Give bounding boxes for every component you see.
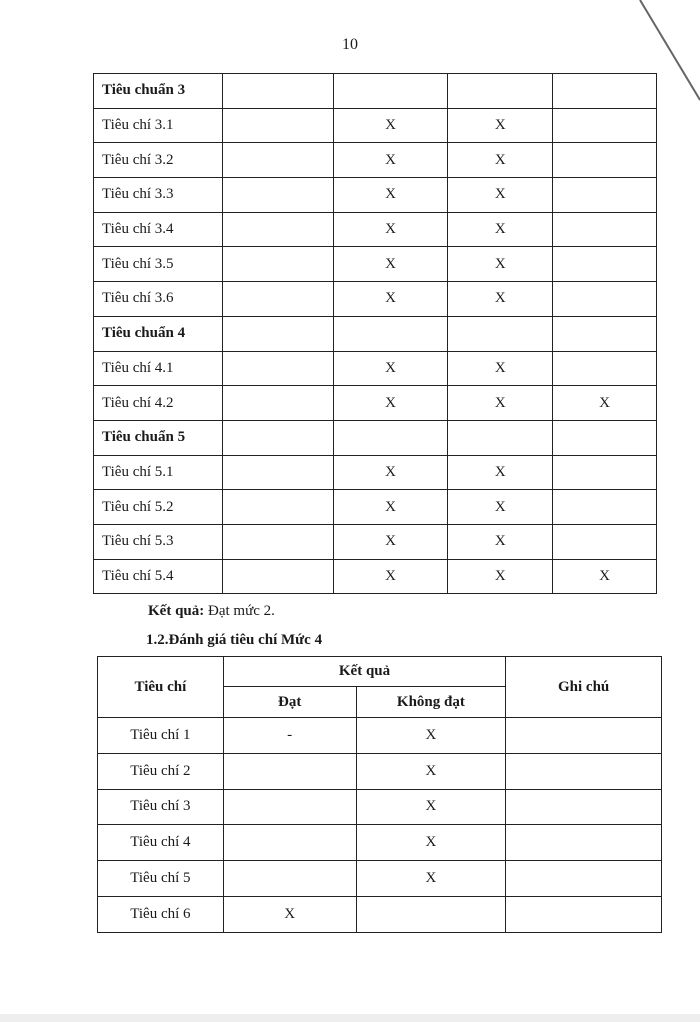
pass-cell [223,825,356,861]
mark-cell-c5 [553,178,657,213]
mark-cell-c5 [553,420,657,455]
mark-cell-c4: X [448,455,553,490]
criterion-label: Tiêu chí 1 [98,718,224,754]
standard-label: Tiêu chuẩn 4 [94,316,223,351]
criterion-label: Tiêu chí 4.1 [94,351,223,386]
criterion-label: Tiêu chí 6 [98,896,224,932]
table-row [94,351,657,386]
mark-cell-c4: X [448,559,553,594]
fail-cell: X [356,718,506,754]
criterion-label: Tiêu chí 3.1 [94,108,223,143]
note-cell [506,896,662,932]
mark-cell-c5 [553,351,657,386]
mark-cell-c5 [553,490,657,525]
mark-cell-c2 [222,524,333,559]
table-row [98,718,662,754]
mark-cell-c4: X [448,143,553,178]
mark-cell-c3: X [333,490,448,525]
table-row [94,212,657,247]
criterion-label: Tiêu chí 5.1 [94,455,223,490]
header-result: Kết quả [223,657,506,687]
standard-row [94,420,657,455]
standard-label: Tiêu chuẩn 5 [94,420,223,455]
table-row [94,559,657,594]
mark-cell-c3: X [333,108,448,143]
pass-cell: X [223,896,356,932]
mark-cell-c4: X [448,351,553,386]
criterion-label: Tiêu chí 5.3 [94,524,223,559]
mark-cell-c3: X [333,524,448,559]
mark-cell-c2 [222,490,333,525]
mark-cell-c2 [222,559,333,594]
criteria-table-level [93,73,657,594]
criteria-table-level-4 [97,656,662,933]
scan-footer-strip [0,1014,700,1022]
mark-cell-c2 [222,316,333,351]
mark-cell-c2 [222,74,333,109]
header-pass: Đạt [223,687,356,718]
note-cell [506,789,662,825]
mark-cell-c3: X [333,455,448,490]
mark-cell-c3: X [333,559,448,594]
table-row [98,861,662,897]
note-cell [506,825,662,861]
table-row [94,178,657,213]
criterion-label: Tiêu chí 3.6 [94,282,223,317]
mark-cell-c2 [222,386,333,421]
mark-cell-c2 [222,178,333,213]
mark-cell-c3: X [333,143,448,178]
mark-cell-c5 [553,247,657,282]
mark-cell-c5 [553,316,657,351]
criterion-label: Tiêu chí 5.2 [94,490,223,525]
fail-cell: X [356,825,506,861]
mark-cell-c4: X [448,490,553,525]
pass-cell [223,753,356,789]
mark-cell-c4 [448,420,553,455]
mark-cell-c3 [333,316,448,351]
fail-cell [356,896,506,932]
mark-cell-c4 [448,74,553,109]
criterion-label: Tiêu chí 3.4 [94,212,223,247]
mark-cell-c4: X [448,386,553,421]
mark-cell-c3: X [333,212,448,247]
header-fail: Không đạt [356,687,506,718]
fail-cell: X [356,789,506,825]
mark-cell-c3: X [333,386,448,421]
mark-cell-c3: X [333,351,448,386]
criterion-label: Tiêu chí 5 [98,861,224,897]
mark-cell-c3 [333,74,448,109]
note-cell [506,861,662,897]
criterion-label: Tiêu chí 2 [98,753,224,789]
table-row [94,282,657,317]
table-row [94,247,657,282]
mark-cell-c5: X [553,386,657,421]
mark-cell-c5 [553,524,657,559]
table-row [94,143,657,178]
mark-cell-c2 [222,212,333,247]
criterion-label: Tiêu chí 3.2 [94,143,223,178]
criterion-label: Tiêu chí 5.4 [94,559,223,594]
mark-cell-c5 [553,74,657,109]
result-label: Kết quả: [148,603,205,619]
standard-row [94,74,657,109]
criterion-label: Tiêu chí 4 [98,825,224,861]
pass-cell [223,861,356,897]
criterion-label: Tiêu chí 3.3 [94,178,223,213]
mark-cell-c2 [222,455,333,490]
pass-cell: - [223,718,356,754]
mark-cell-c2 [222,282,333,317]
table-row [98,896,662,932]
mark-cell-c2 [222,143,333,178]
mark-cell-c5 [553,143,657,178]
mark-cell-c2 [222,351,333,386]
mark-cell-c4: X [448,178,553,213]
mark-cell-c4 [448,316,553,351]
mark-cell-c5 [553,455,657,490]
mark-cell-c2 [222,108,333,143]
table-row [94,386,657,421]
pass-cell [223,789,356,825]
mark-cell-c4: X [448,108,553,143]
result-line [148,603,275,620]
mark-cell-c5 [553,282,657,317]
fail-cell: X [356,753,506,789]
section-title: 1.2.Đánh giá tiêu chí Mức 4 [146,632,323,648]
criterion-label: Tiêu chí 3.5 [94,247,223,282]
mark-cell-c4: X [448,247,553,282]
mark-cell-c3: X [333,178,448,213]
criterion-label: Tiêu chí 3 [98,789,224,825]
mark-cell-c2 [222,247,333,282]
table-row [98,789,662,825]
table-row [94,524,657,559]
result-value: Đạt mức 2. [204,603,275,619]
standard-row [94,316,657,351]
table-row [94,490,657,525]
mark-cell-c5 [553,108,657,143]
header-criteria: Tiêu chí [98,657,224,718]
mark-cell-c5: X [553,559,657,594]
fail-cell: X [356,861,506,897]
criterion-label: Tiêu chí 4.2 [94,386,223,421]
table-row [94,455,657,490]
mark-cell-c4: X [448,524,553,559]
table-row [94,108,657,143]
mark-cell-c3: X [333,247,448,282]
table-row [98,753,662,789]
page-number: 10 [342,36,358,53]
mark-cell-c5 [553,212,657,247]
standard-label: Tiêu chuẩn 3 [94,74,223,109]
mark-cell-c4: X [448,282,553,317]
header-note: Ghi chú [506,657,662,718]
table-row [98,825,662,861]
mark-cell-c2 [222,420,333,455]
note-cell [506,718,662,754]
mark-cell-c3: X [333,282,448,317]
note-cell [506,753,662,789]
mark-cell-c4: X [448,212,553,247]
mark-cell-c3 [333,420,448,455]
